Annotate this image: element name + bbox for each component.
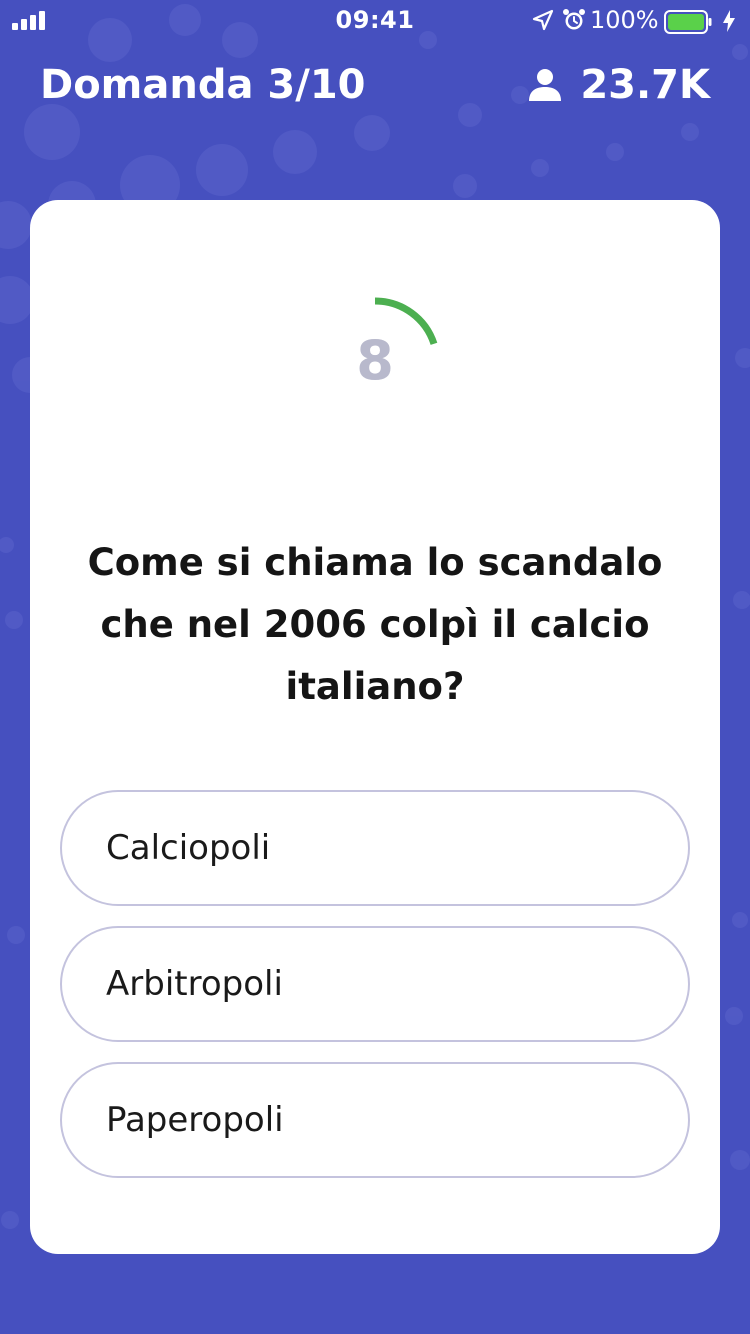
user-icon bbox=[528, 68, 562, 102]
players-count bbox=[528, 62, 710, 108]
answer-option-arbitropoli[interactable] bbox=[60, 926, 690, 1042]
alarm-clock-icon bbox=[562, 8, 586, 32]
answer-option-calciopoli[interactable] bbox=[60, 790, 690, 906]
status-bar bbox=[0, 0, 750, 40]
countdown-timer bbox=[307, 295, 443, 431]
charging-bolt-icon bbox=[722, 10, 736, 32]
answer-label: Calciopoli bbox=[106, 828, 271, 868]
timer-seconds: 8 bbox=[356, 329, 394, 392]
battery-icon bbox=[664, 10, 712, 34]
location-arrow-icon bbox=[532, 9, 554, 31]
answer-option-paperopoli[interactable] bbox=[60, 1062, 690, 1178]
answer-label: Paperopoli bbox=[106, 1100, 284, 1140]
players-count-value: 23.7K bbox=[580, 62, 710, 108]
answer-label: Arbitropoli bbox=[106, 964, 283, 1004]
question-counter: Domanda 3/10 bbox=[40, 62, 366, 108]
battery-percent: 100% bbox=[590, 6, 659, 34]
question-card bbox=[30, 200, 720, 1254]
question-text: Come si chiama lo scandalo che nel 2006 colpì il calcio italiano? bbox=[87, 541, 663, 708]
clock: 09:41 bbox=[335, 6, 415, 34]
